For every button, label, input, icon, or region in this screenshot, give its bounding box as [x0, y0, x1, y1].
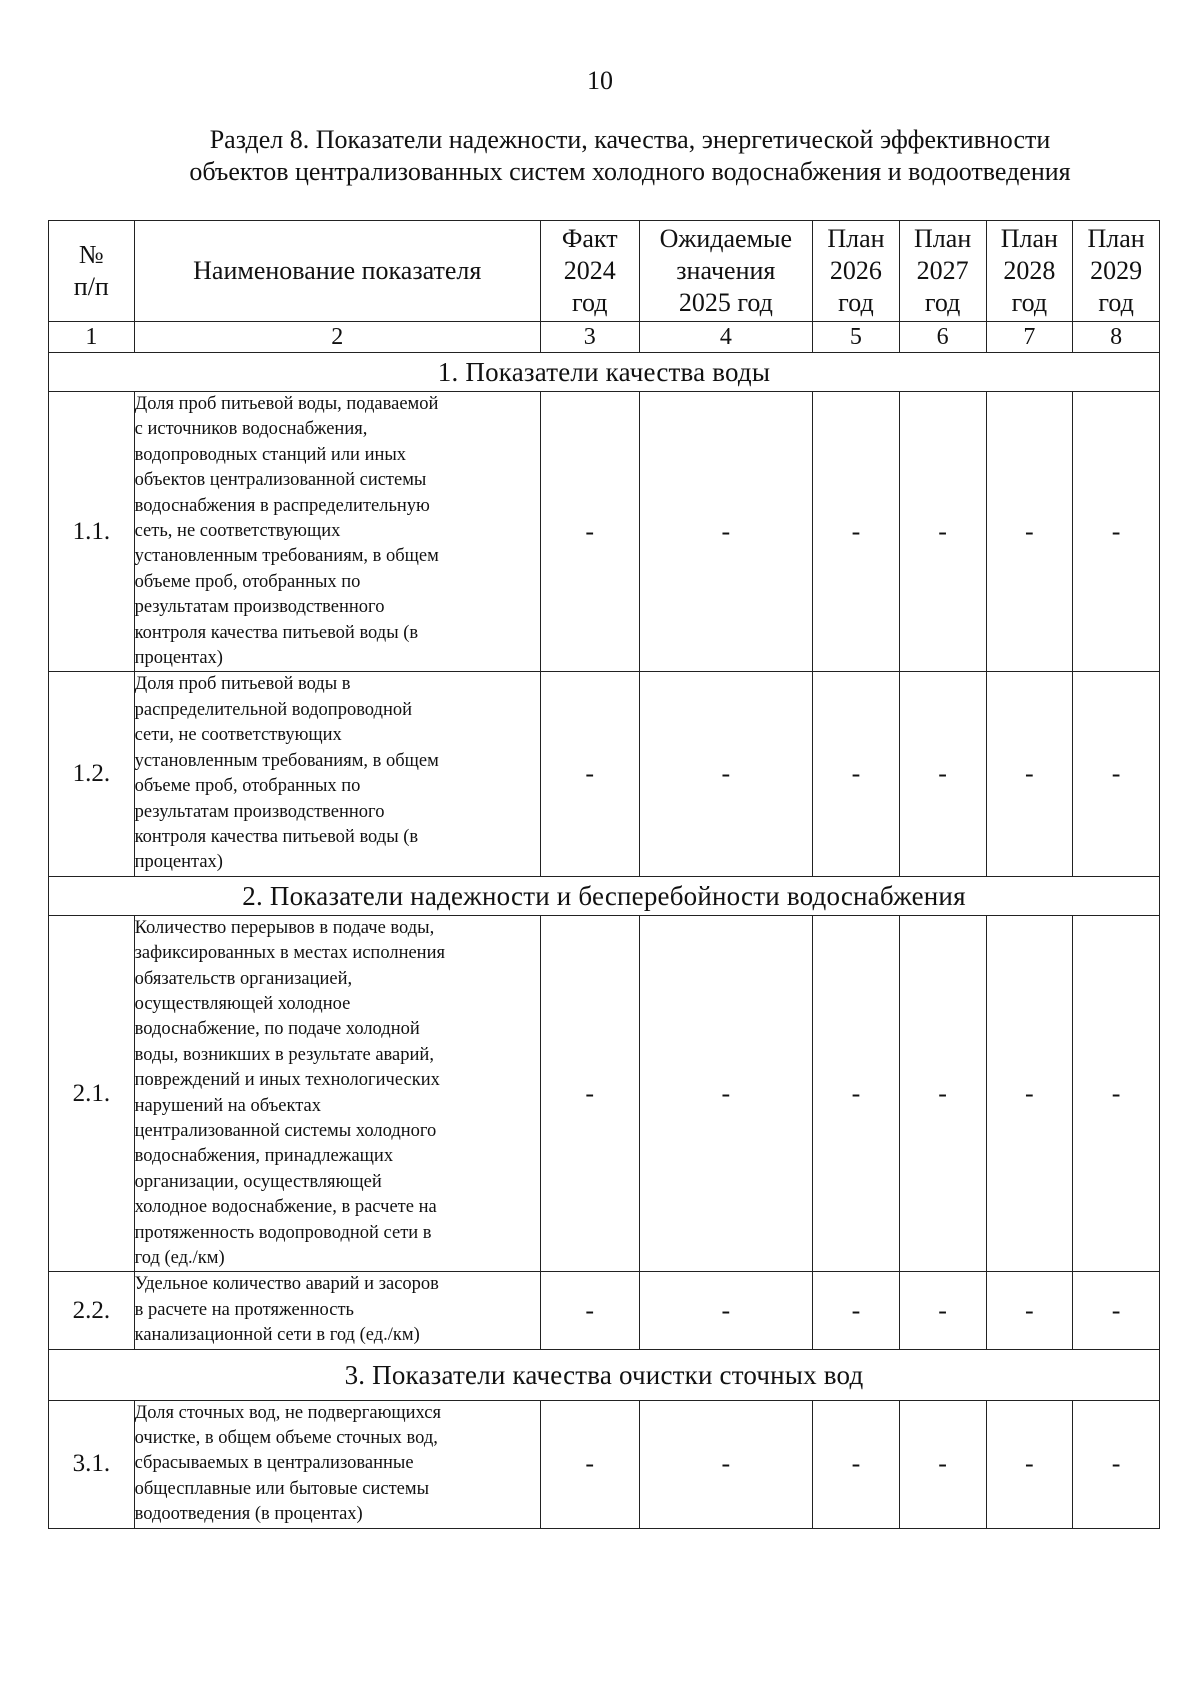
value-cell: - [813, 1400, 900, 1528]
value-cell: - [1073, 1272, 1160, 1349]
indicator-name-line: объектов централизованной системы [134, 470, 427, 491]
table-row [49, 915, 1160, 1272]
section-row [49, 1349, 1160, 1400]
indicator-name-line: водоснабжения в распределительную [134, 495, 430, 516]
indicator-name-line: Доля сточных вод, не подвергающихся [134, 1402, 441, 1423]
section-title: 2. Показатели надежности и бесперебойности водоснабжения [49, 876, 1160, 915]
row-number: 3.1. [49, 1400, 135, 1528]
value-cell: - [1073, 915, 1160, 1272]
page-title [100, 124, 1160, 188]
header-text: 2027 [916, 256, 969, 285]
section-row [49, 876, 1160, 915]
value-cell: - [639, 672, 812, 876]
value-cell: - [540, 672, 639, 876]
indicator-name-line: организации, осуществляющей [134, 1171, 382, 1192]
indicator-name-line: контроля качества питьевой воды (в [134, 622, 419, 643]
value-cell: - [1073, 672, 1160, 876]
header-cell [639, 221, 812, 322]
value-cell: - [813, 672, 900, 876]
value-cell: - [639, 1272, 812, 1349]
row-number: 1.1. [49, 392, 135, 672]
header-row [49, 221, 1160, 322]
indicator-name-line: контроля качества питьевой воды (в [134, 826, 419, 847]
header-text: 2024 [563, 256, 616, 285]
header-text: 2025 год [678, 288, 773, 317]
table-row [49, 392, 1160, 672]
indicator-name-line: результатам производственного [134, 801, 385, 822]
column-number: 5 [813, 322, 900, 353]
header-text: 2026 [829, 256, 882, 285]
header-cell [134, 221, 540, 322]
header-cell [540, 221, 639, 322]
indicator-name-line: процентах) [134, 648, 223, 669]
indicator-name-line: централизованной системы холодного [134, 1120, 437, 1141]
indicator-name-line: водопроводных станций или иных [134, 444, 407, 465]
header-text: Наименование показателя [193, 256, 482, 285]
column-number: 1 [49, 322, 135, 353]
indicator-name-line: в расчете на протяженность [134, 1299, 354, 1320]
value-cell: - [639, 1400, 812, 1528]
header-text: План [1087, 224, 1145, 253]
indicator-name-line: очистке, в общем объеме сточных вод, [134, 1428, 438, 1449]
value-cell: - [986, 1400, 1073, 1528]
column-number: 6 [899, 322, 986, 353]
indicator-name-line: Количество перерывов в подаче воды, [134, 917, 435, 938]
indicator-name-line: канализационной сети в год (ед./км) [134, 1325, 420, 1346]
column-number-row [49, 322, 1160, 353]
indicator-name-line: воды, возникших в результате аварий, [134, 1044, 434, 1065]
indicator-name-line: Доля проб питьевой воды в [134, 674, 351, 695]
indicator-name-line: протяженность водопроводной сети в [134, 1222, 432, 1243]
indicator-name-line: Удельное количество аварий и засоров [134, 1274, 439, 1295]
indicator-name-line: с источников водоснабжения, [134, 419, 368, 440]
indicator-name-line: холодное водоснабжение, в расчете на [134, 1197, 437, 1218]
table-row [49, 1400, 1160, 1528]
row-number: 2.2. [49, 1272, 135, 1349]
header-cell [899, 221, 986, 322]
indicator-name [134, 915, 540, 1272]
indicator-name-line: Доля проб питьевой воды, подаваемой [134, 394, 439, 414]
indicator-name-line: водоснабжение, по подаче холодной [134, 1019, 420, 1040]
indicator-name-line: нарушений на объектах [134, 1095, 322, 1116]
header-cell [49, 221, 135, 322]
header-cell [813, 221, 900, 322]
value-cell: - [540, 915, 639, 1272]
row-number: 2.1. [49, 915, 135, 1272]
indicator-name-line: год (ед./км) [134, 1248, 225, 1268]
indicator-name-line: сети, не соответствующих [134, 725, 342, 746]
header-cell [1073, 221, 1160, 322]
indicator-name-line: зафиксированных в местах исполнения [134, 943, 445, 964]
value-cell: - [899, 915, 986, 1272]
indicator-name-line: сбрасываемых в централизованные [134, 1453, 414, 1474]
value-cell: - [1073, 392, 1160, 672]
value-cell: - [639, 392, 812, 672]
value-cell: - [540, 392, 639, 672]
table-row [49, 1272, 1160, 1349]
page-number: 10 [587, 66, 613, 95]
header-text: год [1098, 288, 1134, 317]
header-text: № [78, 240, 104, 269]
indicator-name-line: объеме проб, отобранных по [134, 776, 361, 797]
indicator-name-line: результатам производственного [134, 597, 385, 618]
header-text: План [827, 224, 885, 253]
value-cell: - [639, 915, 812, 1272]
header-text: Ожидаемые [659, 224, 793, 253]
indicator-name-line: повреждений и иных технологических [134, 1070, 440, 1091]
indicator-name-line: распределительной водопроводной [134, 699, 412, 720]
indicator-name-line: процентах) [134, 852, 223, 873]
value-cell: - [986, 392, 1073, 672]
header-text: Факт [561, 224, 618, 253]
header-text: 2028 [1003, 256, 1056, 285]
header-text: год [924, 288, 961, 317]
column-number: 3 [540, 322, 639, 353]
indicator-name [134, 1272, 540, 1349]
header-text: год [838, 288, 874, 317]
value-cell: - [540, 1400, 639, 1528]
indicator-name-line: объеме проб, отобранных по [134, 571, 361, 592]
header-text: п/п [73, 272, 109, 301]
indicator-name-line: установленным требованиям, в общем [134, 750, 439, 771]
indicator-name-line: установленным требованиям, в общем [134, 546, 439, 567]
column-number: 7 [986, 322, 1073, 353]
header-text: год [571, 288, 608, 317]
value-cell: - [986, 915, 1073, 1272]
value-cell: - [813, 1272, 900, 1349]
section-row [49, 353, 1160, 392]
indicator-name-line: водоотведения (в процентах) [134, 1504, 363, 1525]
table-row [49, 672, 1160, 876]
indicator-name [134, 672, 540, 876]
header-text: значения [676, 256, 776, 285]
indicator-name-line: сеть, не соответствующих [134, 521, 341, 542]
value-cell: - [986, 1272, 1073, 1349]
section-title: 1. Показатели качества воды [49, 353, 1160, 392]
value-cell: - [899, 1272, 986, 1349]
section-title: 3. Показатели качества очистки сточных вод [49, 1349, 1160, 1400]
page-title-line-2: объектов централизованных систем холодного водоснабжения и водоотведения [189, 157, 1071, 186]
value-cell: - [899, 672, 986, 876]
header-text: План [1000, 224, 1058, 253]
header-text: год [1011, 288, 1048, 317]
indicator-name-line: общесплавные или бытовые системы [134, 1478, 430, 1499]
indicator-name-line: обязательств организацией, [134, 968, 353, 989]
value-cell: - [1073, 1400, 1160, 1528]
value-cell: - [813, 915, 900, 1272]
value-cell: - [986, 672, 1073, 876]
indicators-table [48, 220, 1160, 1529]
header-text: План [914, 224, 972, 253]
indicator-name [134, 392, 540, 672]
page-title-line-1: Раздел 8. Показатели надежности, качества, энергетической эффективности [209, 125, 1051, 154]
indicator-name [134, 1400, 540, 1528]
value-cell: - [813, 392, 900, 672]
column-number: 4 [639, 322, 812, 353]
indicator-name-line: водоснабжения, принадлежащих [134, 1146, 394, 1167]
indicator-name-line: осуществляющей холодное [134, 993, 351, 1014]
column-number: 8 [1073, 322, 1160, 353]
column-number: 2 [134, 322, 540, 353]
value-cell: - [899, 392, 986, 672]
row-number: 1.2. [49, 672, 135, 876]
header-cell [986, 221, 1073, 322]
header-text: 2029 [1090, 256, 1143, 285]
value-cell: - [540, 1272, 639, 1349]
value-cell: - [899, 1400, 986, 1528]
